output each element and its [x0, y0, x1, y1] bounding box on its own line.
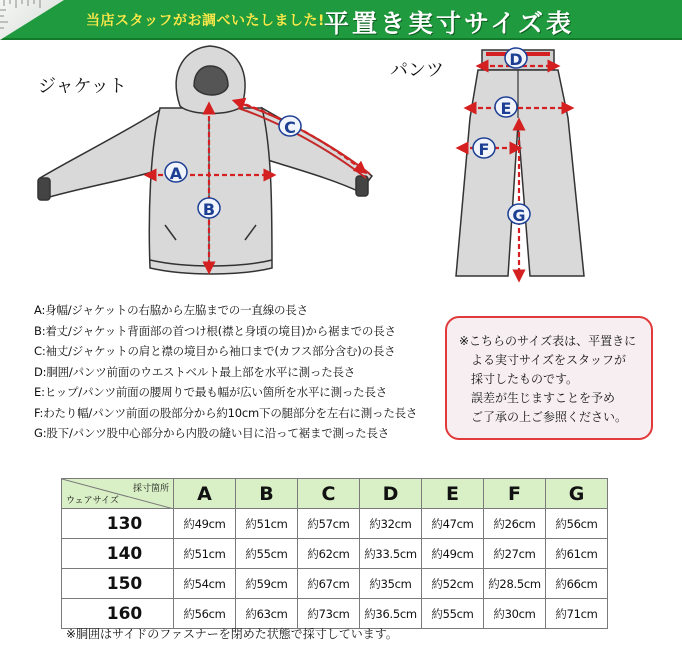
table-cell: 約56cm	[174, 599, 236, 629]
table-cell: 約56cm	[546, 509, 608, 539]
table-cell: 約27cm	[484, 539, 546, 569]
column-header-a: A	[174, 479, 236, 509]
table-cell: 約26cm	[484, 509, 546, 539]
table-cell: 約49cm	[174, 509, 236, 539]
note-line-3: 採寸したものです。	[471, 372, 579, 386]
row-size-label: 160	[62, 599, 174, 629]
pants-label: パンツ	[390, 60, 444, 81]
table-row	[62, 599, 608, 629]
table-cell: 約30cm	[484, 599, 546, 629]
jacket-label: ジャケット	[38, 76, 127, 97]
table-cell: 約36.5cm	[360, 599, 422, 629]
header-subtitle: 当店スタッフがお調べいたしました!	[86, 13, 325, 29]
marker-a	[165, 162, 187, 183]
column-header-b: B	[236, 479, 298, 509]
table-cell: 約55cm	[422, 599, 484, 629]
table-row	[62, 569, 608, 599]
table-corner-cell	[62, 479, 174, 509]
note-line-5: ご了承の上ご参照ください。	[471, 410, 628, 424]
table-cell: 約59cm	[236, 569, 298, 599]
note-box	[445, 316, 653, 440]
marker-g-label: G	[512, 206, 526, 225]
table-cell: 約51cm	[174, 539, 236, 569]
table-cell: 約73cm	[298, 599, 360, 629]
marker-d-label: D	[509, 50, 523, 69]
corner-size-label: ウェアサイズ	[66, 496, 119, 506]
table-cell: 約52cm	[422, 569, 484, 599]
table-cell: 約33.5cm	[360, 539, 422, 569]
description-a: A:身幅/ジャケットの右脇から左脇までの一直線の長さ	[34, 303, 308, 317]
marker-b	[198, 198, 220, 219]
marker-e-label: E	[500, 99, 512, 118]
marker-c	[279, 116, 301, 137]
pants-drawing	[456, 50, 584, 276]
table-cell: 約62cm	[298, 539, 360, 569]
note-line-1: ※こちらのサイズ表は、平置きに	[459, 334, 637, 348]
table-cell: 約35cm	[360, 569, 422, 599]
table-cell: 約61cm	[546, 539, 608, 569]
table-row	[62, 539, 608, 569]
corner-measure-label: 採寸箇所	[132, 484, 169, 494]
column-header-c: C	[298, 479, 360, 509]
header-title: 平置き実寸サイズ表	[324, 9, 575, 38]
table-cell: 約32cm	[360, 509, 422, 539]
table-row	[62, 509, 608, 539]
table-cell: 約54cm	[174, 569, 236, 599]
table-cell: 約28.5cm	[484, 569, 546, 599]
marker-c-label: C	[284, 118, 296, 137]
column-header-d: D	[360, 479, 422, 509]
marker-f	[473, 138, 495, 159]
table-cell: 約51cm	[236, 509, 298, 539]
header-banner	[0, 0, 682, 40]
note-line-2: よる実寸サイズをスタッフが	[471, 353, 627, 367]
marker-g	[508, 204, 530, 225]
description-g: G:股下/パンツ股中心部分から内股の縫い目に沿って裾まで測った長さ	[34, 426, 390, 440]
description-b: B:着丈/ジャケット背面部の首つけ根(襟と身頃の境目)から裾までの長さ	[34, 323, 396, 338]
description-c: C:袖丈/ジャケットの肩と襟の境目から袖口まで(カフス部分含む)の長さ	[34, 344, 396, 358]
description-d: D:胴囲/パンツ前面のウエストベルト最上部を水平に測った長さ	[34, 364, 356, 379]
marker-b-label: B	[202, 200, 216, 219]
table-cell: 約67cm	[298, 569, 360, 599]
ruler-ticks	[0, 0, 64, 40]
garment-illustration	[0, 40, 682, 290]
marker-a-label: A	[169, 164, 183, 183]
description-e: E:ヒップ/パンツ前面の腰周りで最も幅が広い箇所を水平に測った長さ	[34, 385, 388, 399]
measurement-descriptions	[34, 300, 444, 444]
row-size-label: 130	[62, 509, 174, 539]
column-header-e: E	[422, 479, 484, 509]
jacket-drawing	[38, 46, 372, 274]
marker-d	[505, 48, 527, 69]
table-cell: 約49cm	[422, 539, 484, 569]
column-header-g: G	[546, 479, 608, 509]
size-table	[61, 478, 608, 629]
table-cell: 約57cm	[298, 509, 360, 539]
footnote: ※胴囲はサイドのファスナーを閉めた状態で採寸しています。	[66, 627, 398, 641]
table-cell: 約66cm	[546, 569, 608, 599]
description-f: F:わたり幅/パンツ前面の股部分から約10cm下の腿部分を左右に測った長さ	[34, 405, 418, 420]
table-cell: 約63cm	[236, 599, 298, 629]
table-cell: 約55cm	[236, 539, 298, 569]
row-size-label: 150	[62, 569, 174, 599]
marker-e	[495, 97, 517, 118]
column-header-f: F	[484, 479, 546, 509]
note-line-4: 誤差が生じますことを予め	[471, 391, 616, 405]
table-cell: 約47cm	[422, 509, 484, 539]
row-size-label: 140	[62, 539, 174, 569]
table-cell: 約71cm	[546, 599, 608, 629]
marker-f-label: F	[478, 140, 490, 159]
table-header-row	[62, 479, 608, 509]
